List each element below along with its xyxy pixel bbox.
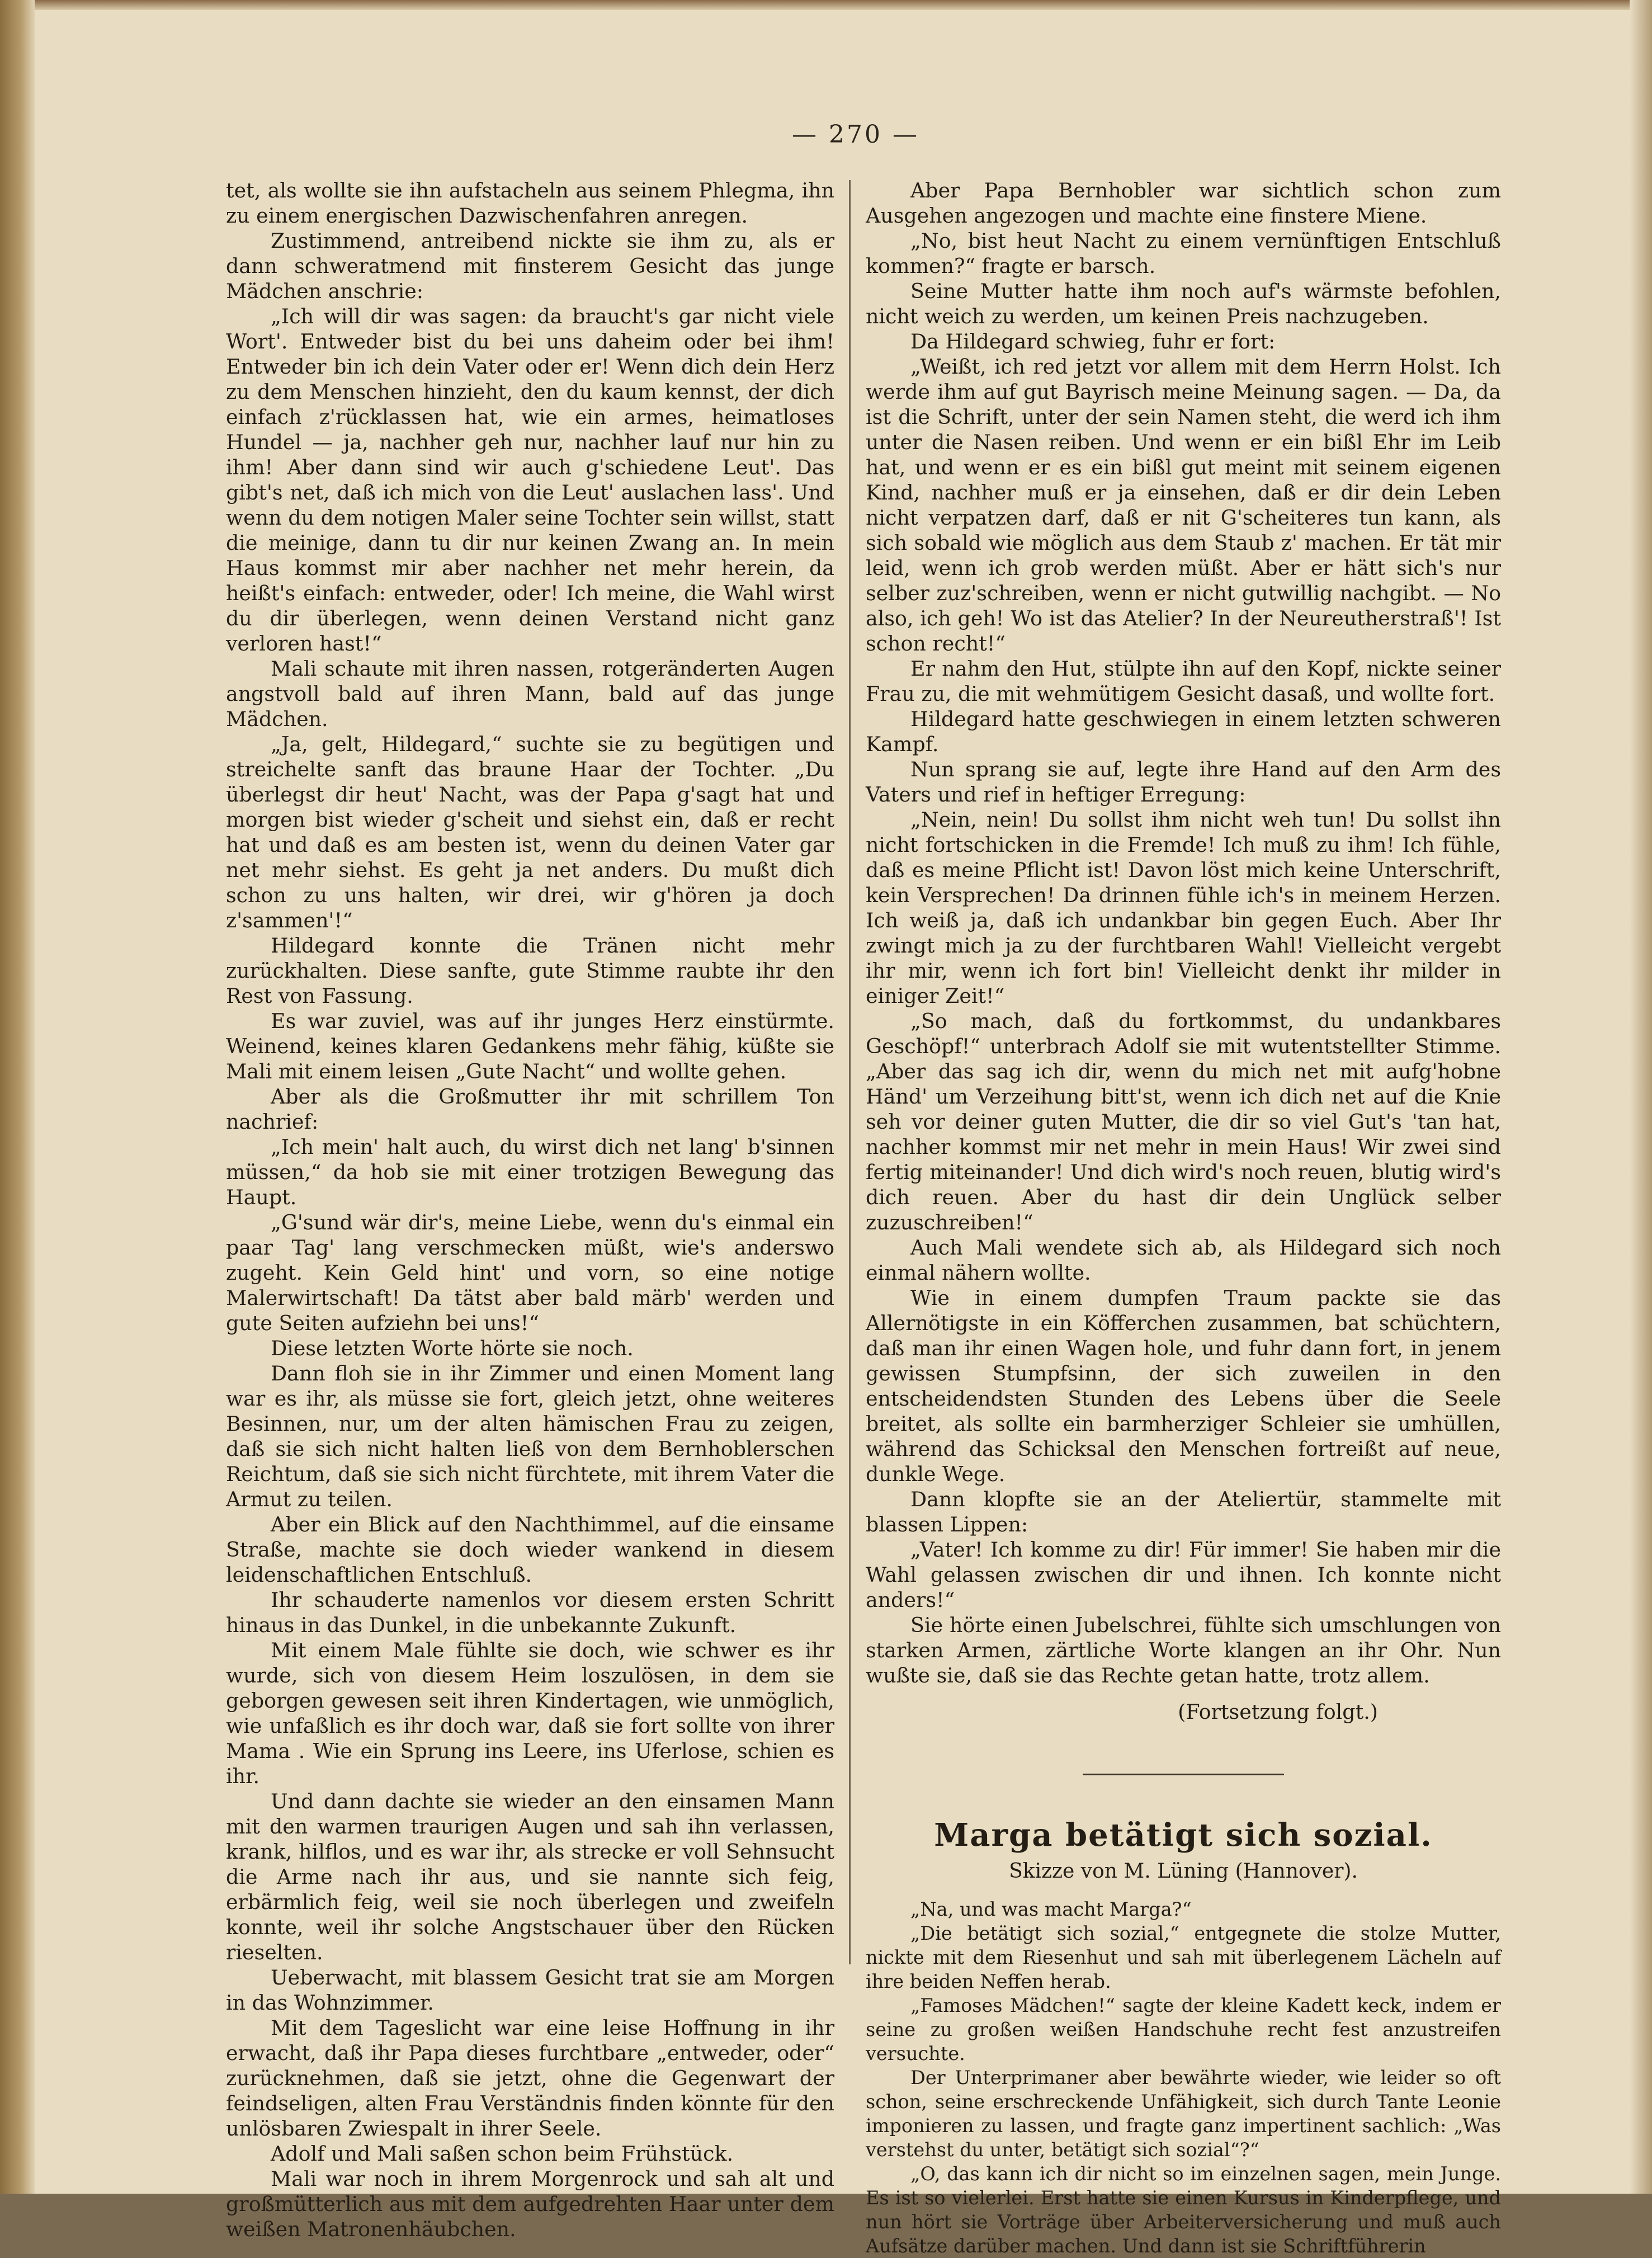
paragraph: Zustimmend, antreibend nickte sie ihm zu, als er dann schweratmend mit finsterem Gesicht das junge Mädchen anschrie:: [226, 229, 834, 303]
paragraph: „Weißt, ich red jetzt vor allem mit dem Herrn Holst. Ich werde ihm auf gut Bayrisch meine Meinung sagen. — Da, da ist die Schrift, unter der sein Namen steht, die werd ich ihm unter die Nasen reiben. Und wenn er ein bißl Ehr im Leib hat, und wenn er es ein bißl gut meint mit seinem eigenen Kind, nachher muß er ja einsehen, daß er dir dein Leben nicht verpatzen darf, daß er nit G'scheiteres tun kann, als sich sobald wie möglich aus dem Staub z' machen. Er tät mir leid, wenn ich grob werden müßt. Aber er hätt sich's nur selber zuz'schreiben, wenn er nicht gutwillig nachgibt. — No also, ich geh! Wo ist das Atelier? In der Neureutherstraß'! Ist schon recht!“: [866, 355, 1501, 656]
paragraph: Es war zuviel, was auf ihr junges Herz einstürmte. Weinend, keines klaren Gedankens mehr fähig, küßte sie Mali mit einem leisen „Gute Nacht“ und wollte gehen.: [226, 1009, 834, 1083]
paragraph: Mit dem Tageslicht war eine leise Hoffnung in ihr erwacht, daß ihr Papa dieses furchtbare „entweder, oder“ zurücknehmen, daß sie jetzt, ohne die Gegenwart der feindseligen, alten Frau Verständnis finden könnte für den unlösbaren Zwiespalt in ihrer Seele.: [226, 2016, 834, 2141]
paragraph: Aber ein Blick auf den Nachthimmel, auf die einsame Straße, machte sie doch wieder wankend in diesem leidenschaftlichen Entschluß.: [226, 1512, 834, 1587]
paragraph: Der Unterprimaner aber bewährte wieder, wie leider so oft schon, seine erschreckende Unfähigkeit, sich durch Tante Leonie imponieren zu lassen, und fragte ganz impertinent sachlich: „Was verstehst du unter, betätigt sich sozial“?“: [866, 2067, 1501, 2161]
paragraph: Mali war noch in ihrem Morgenrock und sah alt und großmütterlich aus mit dem aufgedrehten Haar unter dem weißen Matronenhäubchen.: [226, 2167, 834, 2241]
paragraph: „No, bist heut Nacht zu einem vernünftigen Entschluß kommen?“ fragte er barsch.: [866, 229, 1501, 278]
page-binding-edge: [0, 0, 35, 2194]
paragraph: Ihr schauderte namenlos vor diesem ersten Schritt hinaus in das Dunkel, in die unbekannte Zukunft.: [226, 1588, 834, 1637]
paragraph: Hildegard hatte geschwiegen in einem letzten schweren Kampf.: [866, 707, 1501, 756]
continued-note: (Fortsetzung folgt.): [1178, 1700, 1378, 1724]
page-top-edge: [0, 0, 1652, 10]
paragraph: „O, das kann ich dir nicht so im einzelnen sagen, mein Junge. Es ist so vielerlei. Erst hatte sie einen Kursus in Kinderpflege, und nun hört sie Vorträge über Arbeiterversicherung und muß auch Aufsätze darüber machen. Und dann ist sie Schriftführerin: [866, 2163, 1501, 2257]
paragraph: Aber als die Großmutter ihr mit schrillem Ton nachrief:: [226, 1085, 834, 1134]
paragraph: Und dann dachte sie wieder an den einsamen Mann mit den warmen traurigen Augen und sah ihn verlassen, krank, hilflos, und es war ihr, als strecke er voll Sehnsucht die Arme nach ihr aus, und sie nannte sich feig, erbärmlich feig, weil sie noch überlegen und zweifeln konnte, weil ihr solche Angstschauer über den Rücken rieselten.: [226, 1789, 834, 1964]
paragraph: Aber Papa Bernhobler war sichtlich schon zum Ausgehen angezogen und machte eine finstere Miene.: [866, 178, 1501, 228]
paragraph: Seine Mutter hatte ihm noch auf's wärmste befohlen, nicht weich zu werden, um keinen Preis nachzugeben.: [866, 279, 1501, 328]
paragraph: „G'sund wär dir's, meine Liebe, wenn du's einmal ein paar Tag' lang verschmecken müßt, wie's anderswo zugeht. Kein Geld hint' und vorn, so eine notige Malerwirtschaft! Da tätst aber bald märb' werden und gute Seiten aufziehn bei uns!“: [226, 1210, 834, 1335]
paragraph: Ueberwacht, mit blassem Gesicht trat sie am Morgen in das Wohnzimmer.: [226, 1965, 834, 2015]
column-divider: [849, 180, 851, 1964]
right-column: [866, 178, 1501, 2258]
paragraph: Diese letzten Worte hörte sie noch.: [271, 1336, 634, 1360]
paragraph: „Famoses Mädchen!“ sagte der kleine Kadett keck, indem er seine zu großen weißen Handschuhe recht fest anzustreifen versuchte.: [866, 1995, 1501, 2064]
paragraph: „Ich will dir was sagen: da braucht's gar nicht viele Wort'. Entweder bist du bei uns daheim oder bei ihm! Entweder bin ich dein Vater oder er! Wenn dich dein Herz zu dem Menschen hinzieht, den du kaum kennst, der dich einfach z'rücklassen hat, wie ein armes, heimatloses Hundel — ja, nachher geh nur, nachher lauf nur hin zu ihm! Aber dann sind wir auch g'schiedene Leut'. Das gibt's net, daß ich mich von die Leut' auslachen lass'. Und wenn du dem notigen Maler seine Tochter sein willst, statt die meinige, dann tu dir nur keinen Zwang an. In mein Haus kommst mir aber nachher net mehr herein, da heißt's einfach: entweder, oder! Ich meine, die Wahl wirst du dir überlegen, wenn deinen Verstand nicht ganz verloren hast!“: [226, 304, 834, 656]
paragraph: Dann floh sie in ihr Zimmer und einen Moment lang war es ihr, als müsse sie fort, gleich jetzt, ohne weiteres Besinnen, nur, um der alten hämischen Frau zu zeigen, daß sie sich nicht halten ließ von dem Bernhoblerschen Reichtum, daß sie sich nicht fürchtete, mit ihrem Vater die Armut zu teilen.: [226, 1361, 834, 1511]
paragraph: „Nein, nein! Du sollst ihm nicht weh tun! Du sollst ihn nicht fortschicken in die Fremde! Ich muß zu ihm! Ich fühle, daß es meine Pflicht ist! Davon löst mich keine Unterschrift, kein Versprechen! Da drinnen fühle ich's in meinem Herzen. Ich weiß ja, daß ich undankbar bin gegen Euch. Aber Ihr zwingt mich ja zu der furchtbaren Wahl! Vielleicht vergebt ihr mir, wenn ich fort bin! Vielleicht denkt ihr milder in einiger Zeit!“: [866, 808, 1501, 1008]
page-right-edge: [1630, 0, 1652, 2194]
paragraph: Hildegard konnte die Tränen nicht mehr zurückhalten. Diese sanfte, gute Stimme raubte ihr den Rest von Fassung.: [226, 934, 834, 1008]
article-title: Marga betätigt sich sozial.: [934, 1817, 1433, 1854]
paragraph: „Na, und was macht Marga?“: [910, 1898, 1192, 1920]
paragraph: Er nahm den Hut, stülpte ihn auf den Kopf, nickte seiner Frau zu, die mit wehmütigem Gesicht dasaß, und wollte fort.: [866, 657, 1501, 706]
page-number: — 270 —: [792, 120, 919, 149]
paragraph: Sie hörte einen Jubelschrei, fühlte sich umschlungen von starken Armen, zärtliche Worte klangen an ihr Ohr. Nun wußte sie, daß sie das Rechte getan hatte, trotz allem.: [866, 1613, 1501, 1687]
paragraph: „So mach, daß du fortkommst, du undankbares Geschöpf!“ unterbrach Adolf sie mit wutentstellter Stimme. „Aber das sag ich dir, wenn du mich net mit aufg'hobne Händ' um Verzeihung bitt'st, wenn ich dich net auf die Knie seh vor deiner guten Mutter, die dir so viel Gut's 'tan hat, nachher kommst mir net mehr in mein Haus! Wir zwei sind fertig miteinander! Und dich wird's noch reuen, blutig wird's dich reuen. Aber du hast dir dein Unglück selber zuzuschreiben!“: [866, 1009, 1501, 1234]
paragraph: Wie in einem dumpfen Traum packte sie das Allernötigste in ein Köfferchen zusammen, bat schüchtern, daß man ihr einen Wagen hole, und fuhr dann fort, in jenem gewissen Stumpfsinn, der sich zuweilen in den entscheidendsten Stunden des Lebens über die Seele breitet, als sollte ein barmherziger Schleier sie umhüllen, während das Schicksal den Menschen fortreißt auf neue, dunkle Wege.: [866, 1286, 1501, 1486]
paragraph: „Vater! Ich komme zu dir! Für immer! Sie haben mir die Wahl gelassen zwischen dir und ihnen. Ich konnte nicht anders!“: [866, 1538, 1501, 1612]
paragraph: tet, als wollte sie ihn aufstacheln aus seinem Phlegma, ihn zu einem energischen Dazwischenfahren anregen.: [226, 178, 834, 228]
article-body: [866, 1897, 1501, 2258]
paragraph: Da Hildegard schwieg, fuhr er fort:: [910, 329, 1276, 353]
paragraph: Nun sprang sie auf, legte ihre Hand auf den Arm des Vaters und rief in heftiger Erregung:: [866, 757, 1501, 807]
paragraph: Mali schaute mit ihren nassen, rotgeränderten Augen angstvoll bald auf ihren Mann, bald auf das junge Mädchen.: [226, 657, 834, 731]
paragraph: Dann klopfte sie an der Ateliertür, stammelte mit blassen Lippen:: [866, 1487, 1501, 1536]
paragraph: Mit einem Male fühlte sie doch, wie schwer es ihr wurde, sich von diesem Heim loszulösen, in dem sie geborgen gewesen seit ihren Kindertagen, wie unmöglich, wie unfaßlich es ihr doch war, daß sie fort sollte von ihrer Mama . Wie ein Sprung ins Leere, ins Uferlose, schien es ihr.: [226, 1638, 834, 1788]
paragraph: Auch Mali wendete sich ab, als Hildegard sich noch einmal nähern wollte.: [866, 1236, 1501, 1285]
paragraph: Adolf und Mali saßen schon beim Frühstück.: [271, 2142, 734, 2166]
paragraph: „Ja, gelt, Hildegard,“ suchte sie zu begütigen und streichelte sanft das braune Haar der Tochter. „Du überlegst dir heut' Nacht, was der Papa g'sagt hat und morgen bist wieder g'scheit und siehst ein, daß er recht hat und daß es am besten ist, wenn du deinen Vater gar net mehr siehst. Es geht ja net anders. Du mußt dich schon zu uns halten, wir drei, wir g'hören ja doch z'sammen'!“: [226, 732, 834, 932]
left-column: [226, 178, 834, 2242]
section-rule: [1083, 1774, 1284, 1775]
paragraph: „Die betätigt sich sozial,“ entgegnete die stolze Mutter, nickte mit dem Riesenhut und sah mit überlegenem Lächeln auf ihre beiden Neffen herab.: [866, 1922, 1501, 1992]
article-byline: Skizze von M. Lüning (Hannover).: [1009, 1860, 1358, 1883]
story-continuation: [866, 178, 1501, 1688]
paragraph: „Ich mein' halt auch, du wirst dich net lang' b'sinnen müssen,“ da hob sie mit einer trotzigen Bewegung das Haupt.: [226, 1135, 834, 1209]
